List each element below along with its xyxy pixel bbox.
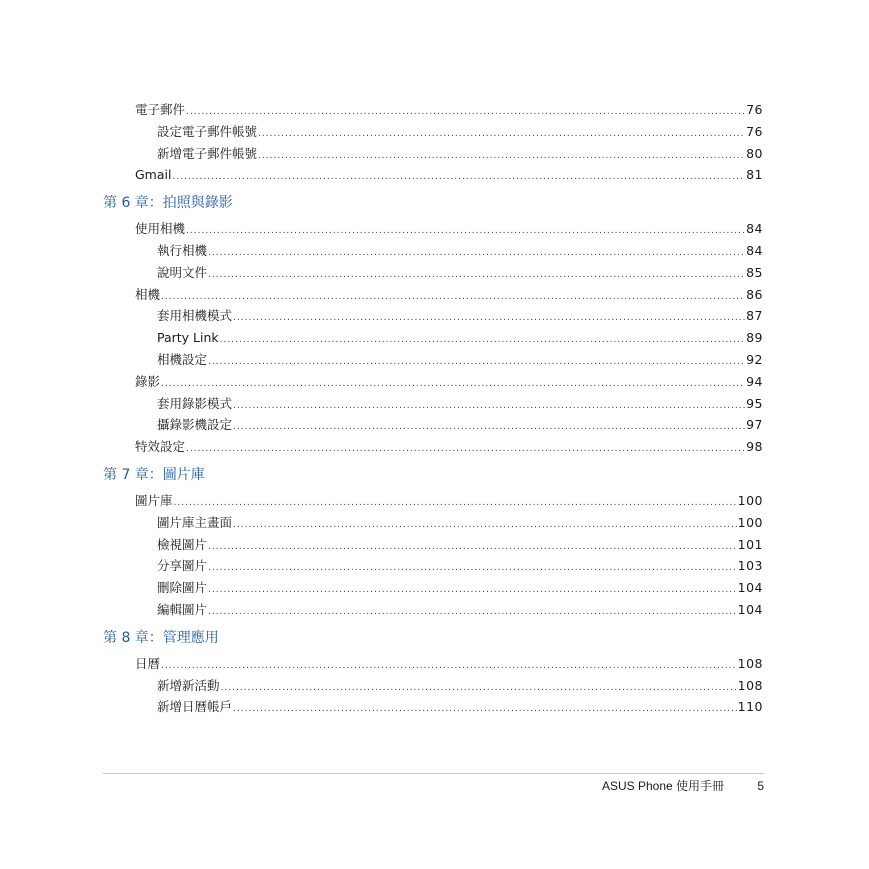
- toc-subentry[interactable]: [103, 414, 763, 436]
- dot-leader: [161, 374, 745, 396]
- toc-entry[interactable]: [103, 164, 763, 186]
- toc-entry[interactable]: [103, 436, 763, 458]
- dot-leader: [221, 678, 737, 700]
- dot-leader: [174, 493, 737, 515]
- toc-page-number: 108: [737, 677, 763, 693]
- toc-entry[interactable]: [103, 490, 763, 512]
- dot-leader: [220, 330, 745, 352]
- dot-leader: [161, 287, 745, 309]
- toc-entry[interactable]: [103, 218, 763, 240]
- toc-page-number: 94: [746, 373, 763, 389]
- dot-leader: [208, 602, 737, 624]
- dot-leader: [233, 396, 745, 418]
- toc-subentry[interactable]: [103, 143, 763, 165]
- toc-entry-label: 圖片庫主畫面: [157, 514, 233, 530]
- dot-leader: [258, 146, 745, 168]
- dot-leader: [208, 243, 745, 265]
- toc-page-number: 92: [746, 351, 763, 367]
- footer-divider: [103, 773, 764, 774]
- toc-subentry[interactable]: [103, 696, 763, 718]
- toc-page-number: 104: [737, 580, 763, 596]
- toc-page-number: 87: [746, 308, 763, 324]
- toc-entry-label: 圖片庫: [135, 492, 173, 508]
- toc-entry-label: Gmail: [135, 167, 172, 183]
- toc-entry-label: 攝錄影機設定: [157, 417, 233, 433]
- toc-entry-label: 相機: [135, 286, 161, 302]
- toc-entry-label: 相機設定: [157, 351, 208, 367]
- toc-entry-label: 錄影: [135, 373, 161, 389]
- toc-subentry[interactable]: [103, 349, 763, 371]
- toc-subentry[interactable]: [103, 305, 763, 327]
- dot-leader: [208, 580, 737, 602]
- toc-page-number: 103: [737, 558, 763, 574]
- toc-subentry[interactable]: [103, 393, 763, 415]
- dot-leader: [258, 124, 745, 146]
- toc-subentry[interactable]: [103, 240, 763, 262]
- chapter-heading: 第 7 章：圖片庫: [103, 466, 205, 483]
- toc-entry-label: 檢視圖片: [157, 536, 208, 552]
- toc-page-number: 95: [746, 395, 763, 411]
- toc-subentry[interactable]: [103, 121, 763, 143]
- dot-leader: [186, 221, 745, 243]
- toc-entry-label: 刪除圖片: [157, 580, 208, 596]
- dot-leader: [208, 558, 737, 580]
- toc-subentry[interactable]: [103, 534, 763, 556]
- toc-entry-label: Party Link: [157, 330, 219, 346]
- toc-entry[interactable]: [103, 284, 763, 306]
- toc-page-number: 97: [746, 417, 763, 433]
- toc-page-number: 84: [746, 221, 763, 237]
- dot-leader: [233, 417, 745, 439]
- toc-page-number: 89: [746, 330, 763, 346]
- toc-page-number: 76: [746, 123, 763, 139]
- toc-entry-label: 執行相機: [157, 242, 208, 258]
- toc-subentry[interactable]: [103, 512, 763, 534]
- table-of-contents: [103, 99, 763, 718]
- dot-leader: [186, 102, 745, 124]
- toc-page-number: 86: [746, 286, 763, 302]
- toc-page-number: 85: [746, 264, 763, 280]
- toc-entry-label: 設定電子郵件帳號: [157, 123, 258, 139]
- toc-entry-label: 新增新活動: [157, 677, 220, 693]
- chapter-heading: 第 6 章：拍照與錄影: [103, 195, 233, 212]
- footer-title: ASUS Phone 使用手冊: [601, 779, 724, 793]
- toc-subentry[interactable]: [103, 577, 763, 599]
- toc-page-number: 104: [737, 601, 763, 617]
- toc-subentry[interactable]: [103, 555, 763, 577]
- dot-leader: [208, 352, 745, 374]
- toc-entry-label: 新增日曆帳戶: [157, 699, 233, 715]
- dot-leader: [186, 439, 745, 461]
- toc-entry-label: 說明文件: [157, 264, 208, 280]
- toc-entry-label: 日曆: [135, 655, 161, 671]
- dot-leader: [161, 656, 737, 678]
- toc-entry-label: 套用錄影模式: [157, 395, 233, 411]
- page-footer: [103, 777, 764, 795]
- toc-entry-label: 分享圖片: [157, 558, 208, 574]
- toc-entry-label: 特效設定: [135, 439, 186, 455]
- toc-entry[interactable]: [103, 371, 763, 393]
- toc-entry-label: 使用相機: [135, 221, 186, 237]
- dot-leader: [233, 308, 745, 330]
- toc-subentry[interactable]: [103, 675, 763, 697]
- footer-page-number: 5: [757, 779, 764, 793]
- toc-subentry[interactable]: [103, 599, 763, 621]
- toc-subentry[interactable]: [103, 327, 763, 349]
- toc-page-number: 81: [746, 167, 763, 183]
- dot-leader: [233, 699, 737, 721]
- toc-entry-label: 電子郵件: [135, 102, 186, 117]
- toc-entry[interactable]: [103, 99, 763, 121]
- dot-leader: [208, 537, 737, 559]
- toc-page-number: 76: [746, 102, 763, 117]
- toc-entry-label: 新增電子郵件帳號: [157, 145, 258, 161]
- toc-page-number: 98: [746, 439, 763, 455]
- toc-page-number: 84: [746, 242, 763, 258]
- toc-page-number: 101: [737, 536, 763, 552]
- toc-subentry[interactable]: [103, 262, 763, 284]
- toc-page-number: 110: [737, 699, 763, 715]
- toc-page-number: 80: [746, 145, 763, 161]
- toc-page-number: 100: [737, 492, 763, 508]
- dot-leader: [172, 167, 745, 189]
- toc-entry-label: 套用相機模式: [157, 308, 233, 324]
- toc-page-number: 108: [737, 655, 763, 671]
- chapter-heading: 第 8 章：管理應用: [103, 629, 219, 646]
- toc-entry-label: 編輯圖片: [157, 601, 208, 617]
- dot-leader: [208, 265, 745, 287]
- toc-entry[interactable]: [103, 653, 763, 675]
- dot-leader: [233, 515, 737, 537]
- toc-page-number: 100: [737, 514, 763, 530]
